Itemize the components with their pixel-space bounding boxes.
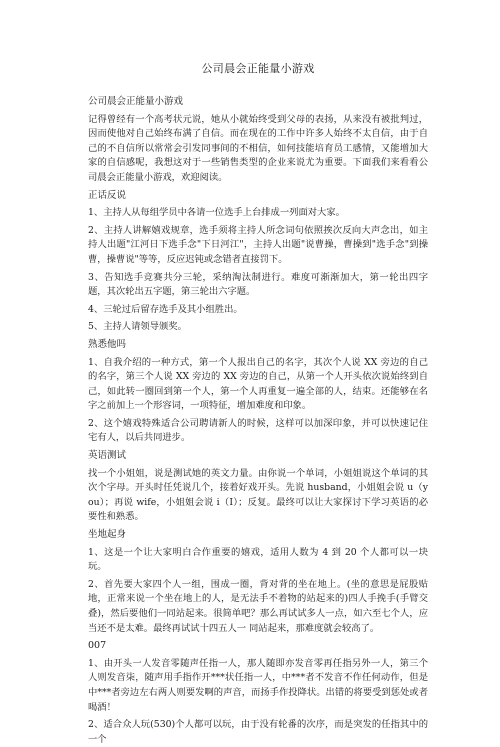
section-0 (88, 189, 428, 335)
section-2 (88, 449, 428, 525)
section-paragraph: 找一个小姐姐，说是测试她的英文力量。由你说一个单词，小姐姐说这个单词的其次个字母。开头时任凭说几个，接着好戏开头。先说 husband，小姐姐会说 u（you）；再说 wife，小姐姐会说 i（I）；反复。最终可以让大家探讨下学习英语的必要性和熟悉。 (88, 467, 428, 523)
document-title: 公司晨会正能量小游戏 (201, 62, 315, 75)
section-paragraph: 2、主持人讲解嬉戏规章，选手须将主持人所念词句依照挨次反向大声念出，如主持人出题"江河日下选手念"下日河江"，主持人出题"说曹操，曹操到"选手念"到操曹，操曹说"等等，反应迟钝或念错者直接罚下。 (88, 224, 428, 265)
section-heading: 熟悉他吗 (88, 338, 127, 350)
section-paragraph: 2、首先要大家四个人一组，围成一圈，背对背的坐在地上。(坐的意思是屁股贴地，正常来说一个坐在地上的人，是无法手不着物的站起来的)四人手挽手(手臂交叠)，然后要他们一同站起来。很简单吧？那么再试试多人一点，如六至七个人，应当还不是太难。最终再试试十四五人一 同站起来，那难度就会较高了。 (88, 578, 428, 634)
intro-paragraph: 记得曾经有一个高考状元说，她从小就始终受到父母的表扬，从来没有被批判过，因而使他对自己始终布满了自信。而在现在的工作中许多人始终不太自信，由于自己的不自信所以常常会引发同事间的不相信，如何技能培育员工感情，又能增加大家的自信感呢，我想这对于一些销售类型的企业来说尤为重要。下面我们来看看公司晨会正能量小游戏，欢迎阅读。 (88, 113, 428, 183)
section-heading: 坐地起身 (88, 529, 127, 541)
section-heading: 007 (88, 640, 107, 652)
section-paragraph: 1、这是一个让大家明白合作重要的嬉戏，适用人数为 4 到 20 个人都可以一块玩。 (88, 546, 428, 573)
section-paragraph: 5、主持人请领导颁奖。 (88, 321, 187, 333)
section-paragraph: 2、适合众人玩(530)个人都可以玩，由于没有轮番的次序，而是突发的任指其中的一个 (88, 719, 428, 745)
section-paragraph: 1、自我介绍的一种方式，第一个人报出自己的名字，其次个人说 XX 旁边的自己的名字，第三个人说 XX 旁边的 XX 旁边的自己，从第一个人开头依次说始终到自己，如此转一圈回到第一个人，第一个人再重复一遍全部的人，结束。还能够在名字之前加上一个形容词，一项特征，增加难度和印象。 (88, 356, 428, 412)
section-1 (88, 338, 428, 446)
section-paragraph: 3、告知选手竞赛共分三轮，采纳淘汰制进行。难度可渐渐加大，第一轮出四字题，其次轮出五字题，第三轮出六字题。 (88, 271, 428, 298)
document-subtitle: 公司晨会正能量小游戏 (88, 96, 184, 107)
section-heading: 正话反说 (88, 189, 127, 201)
section-4 (88, 639, 428, 747)
section-3 (88, 528, 428, 636)
section-paragraph: 2、这个嬉戏特殊适合公司聘请新人的时候，这样可以加深印象，并可以快速记住宅有人，以后共同进步。 (88, 417, 428, 444)
section-heading: 英语测试 (88, 450, 127, 462)
section-paragraph: 1、由开头一人发音零随声任指一人，那人随即亦发音零再任指另外一人，第三个人则发音柒，随声用手指作开***状任指一人，中***者不发音不作任何动作，但是中***者旁边左右两人则要发啊的声音，而扬手作投降状。出错的将要受到惩处或者喝酒！ (88, 657, 428, 713)
section-paragraph: 1、主持人从每组学员中各请一位选手上台排成一列面对大家。 (88, 207, 345, 219)
section-paragraph: 4、三轮过后留存选手及其小组胜出。 (88, 303, 243, 315)
